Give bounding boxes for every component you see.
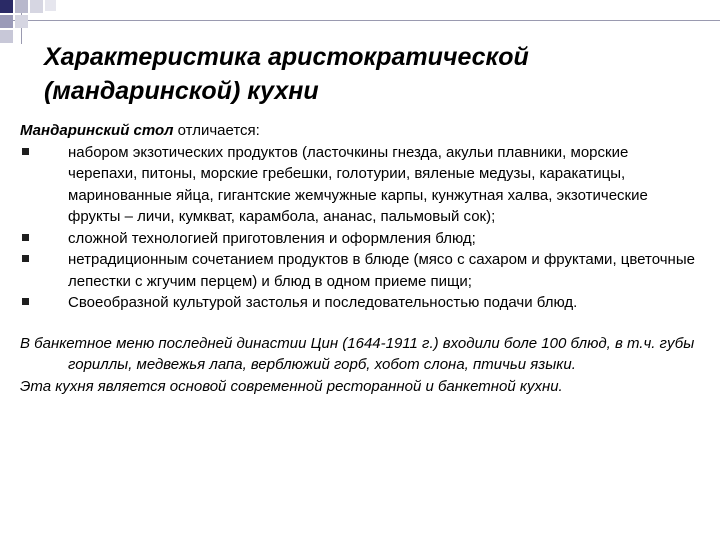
list-item: [20, 249, 700, 292]
decorative-horizontal-line: [0, 20, 720, 21]
basis-note: Эта кухня является основой современной ресторанной и банкетной кухни.: [20, 377, 563, 395]
banquet-note: В банкетное меню последней династии Цин (1644-1911 г.) входили боле 100 блюд, в т.ч. губы гориллы, медвежья лапа, верблюжий горб, хобот слона, птичьи языки.: [20, 334, 695, 373]
square-bullet-icon: [22, 234, 29, 241]
deco-square: [0, 30, 13, 43]
slide-title: [44, 40, 704, 108]
slide-title-line-2: (мандаринской) кухни: [44, 77, 319, 105]
deco-square: [45, 0, 56, 11]
deco-square: [0, 0, 13, 13]
list-item-text: нетрадиционным сочетанием продуктов в блюде (мясо с сахаром и фруктами, цветочные лепестки с жгучим перцем) и блюд в одном приеме пищи;: [68, 251, 695, 290]
deco-square: [15, 0, 28, 13]
list-item-text: Своеобразной культурой застолья и последовательностью подачи блюд.: [68, 294, 578, 311]
square-bullet-icon: [22, 298, 29, 305]
list-item: [20, 228, 700, 250]
list-item-text: сложной технологией приготовления и оформления блюд;: [68, 229, 476, 247]
decorative-square-grid: [0, 0, 720, 44]
square-bullet-icon: [22, 255, 29, 262]
list-item-text: набором экзотических продуктов (ласточкины гнезда, акульи плавники, морские черепахи, питоны, морские гребешки, голотурии, вяленые медузы, каракатицы, маринованные яйца, гигантские жемчужные карпы, кунжутная халва, экзотические фрукты – личи, кумкват, карамбола, ананас, пальмовый сок);: [68, 143, 648, 225]
intro-emphasis: Мандаринский стол: [20, 122, 174, 139]
deco-square: [15, 15, 28, 28]
list-item: [20, 292, 700, 314]
deco-square: [0, 15, 13, 28]
feature-list: [20, 142, 700, 314]
slide-body: [20, 120, 700, 397]
intro-paragraph: [20, 120, 700, 142]
deco-square: [30, 0, 43, 13]
intro-rest: отличается:: [173, 122, 260, 139]
slide-title-line-1: Характеристика аристократической: [44, 43, 529, 71]
square-bullet-icon: [22, 148, 29, 155]
list-item: [20, 142, 700, 228]
